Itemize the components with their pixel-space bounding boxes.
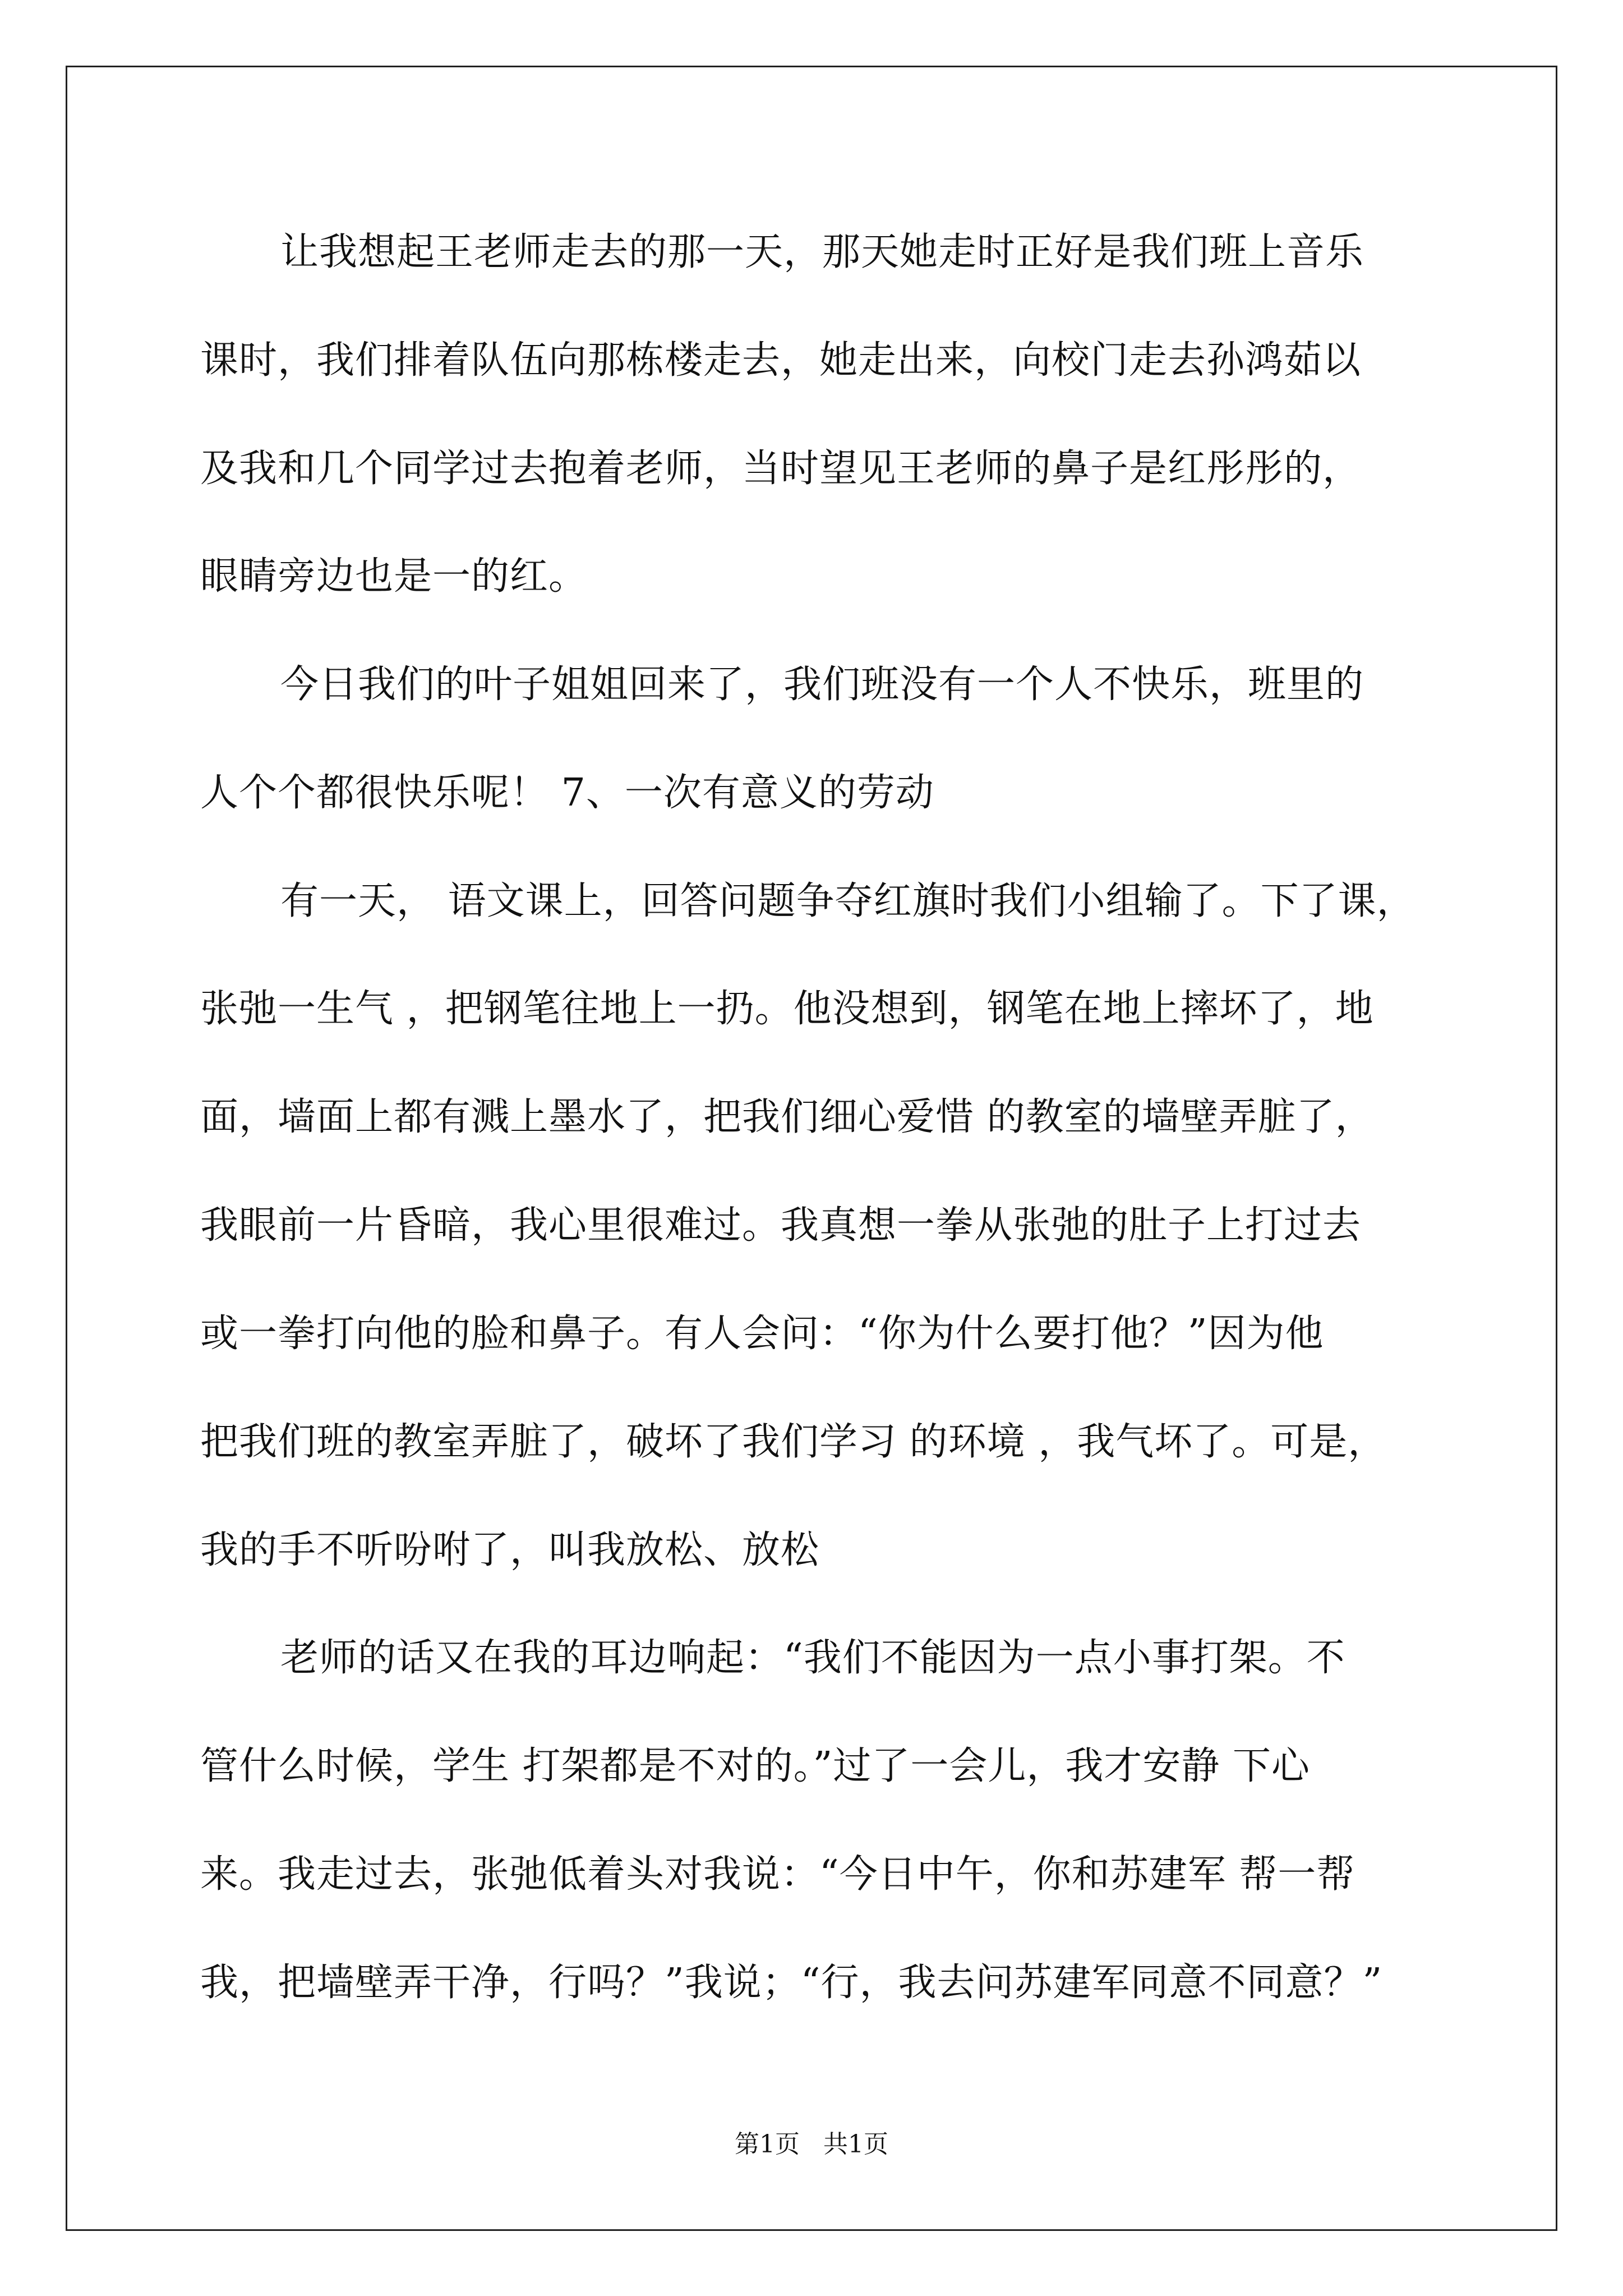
text-line-10: 我眼前一片昏暗，我心里很难过。我真想一拳从张弛的肚子上打过去 <box>200 1203 1362 1248</box>
text-line-16: 来。我走过去，张弛低着头对我说：“今日中午，你和苏建军 帮一帮 <box>200 1852 1355 1897</box>
text-line-7: 有一天， 语文课上，回答问题争夺红旗时我们小组输了。下了课， <box>280 879 1415 923</box>
page-border <box>66 66 1557 2231</box>
text-line-1: 让我想起王老师走去的那一天，那天她走时正好是我们班上音乐 <box>280 230 1364 274</box>
text-line-9: 面，墙面上都有溅上墨水了，把我们细心爱惜 的教室的墙壁弄脏了， <box>200 1095 1374 1139</box>
text-line-15: 管什么时候，学生 打架都是不对的。”过了一会儿，我才安静 下心 <box>200 1744 1310 1788</box>
text-line-13: 我的手不听吩咐了，叫我放松、放松 <box>200 1528 820 1572</box>
text-line-11: 或一拳打向他的脸和鼻子。有人会问：“你为什么要打他？”因为他 <box>200 1312 1324 1356</box>
text-line-5: 今日我们的叶子姐姐回来了，我们班没有一个人不快乐，班里的 <box>280 662 1364 707</box>
text-line-6: 人个个都很快乐呢！ 7、一次有意义的劳动 <box>200 771 934 815</box>
text-line-4: 眼睛旁边也是一的红。 <box>200 554 588 599</box>
text-line-2: 课时，我们排着队伍向那栋楼走去，她走出来，向校门走去孙鸿茹以 <box>200 338 1362 383</box>
text-line-17: 我，把墙壁弄干净，行吗？”我说；“行，我去问苏建军同意不同意？” <box>200 1961 1383 2005</box>
text-line-14: 老师的话又在我的耳边响起：“我们不能因为一点小事打架。不 <box>280 1636 1345 1680</box>
page-footer: 第1页 共1页 <box>735 2130 888 2159</box>
text-line-3: 及我和几个同学过去抱着老师，当时望见王老师的鼻子是红彤彤的， <box>200 447 1362 491</box>
text-line-12: 把我们班的教室弄脏了，破坏了我们学习 的环境 ，我气坏了。可是， <box>200 1420 1387 1464</box>
text-line-8: 张弛一生气 ，把钢笔往地上一扔。他没想到，钢笔在地上摔坏了，地 <box>200 987 1374 1031</box>
